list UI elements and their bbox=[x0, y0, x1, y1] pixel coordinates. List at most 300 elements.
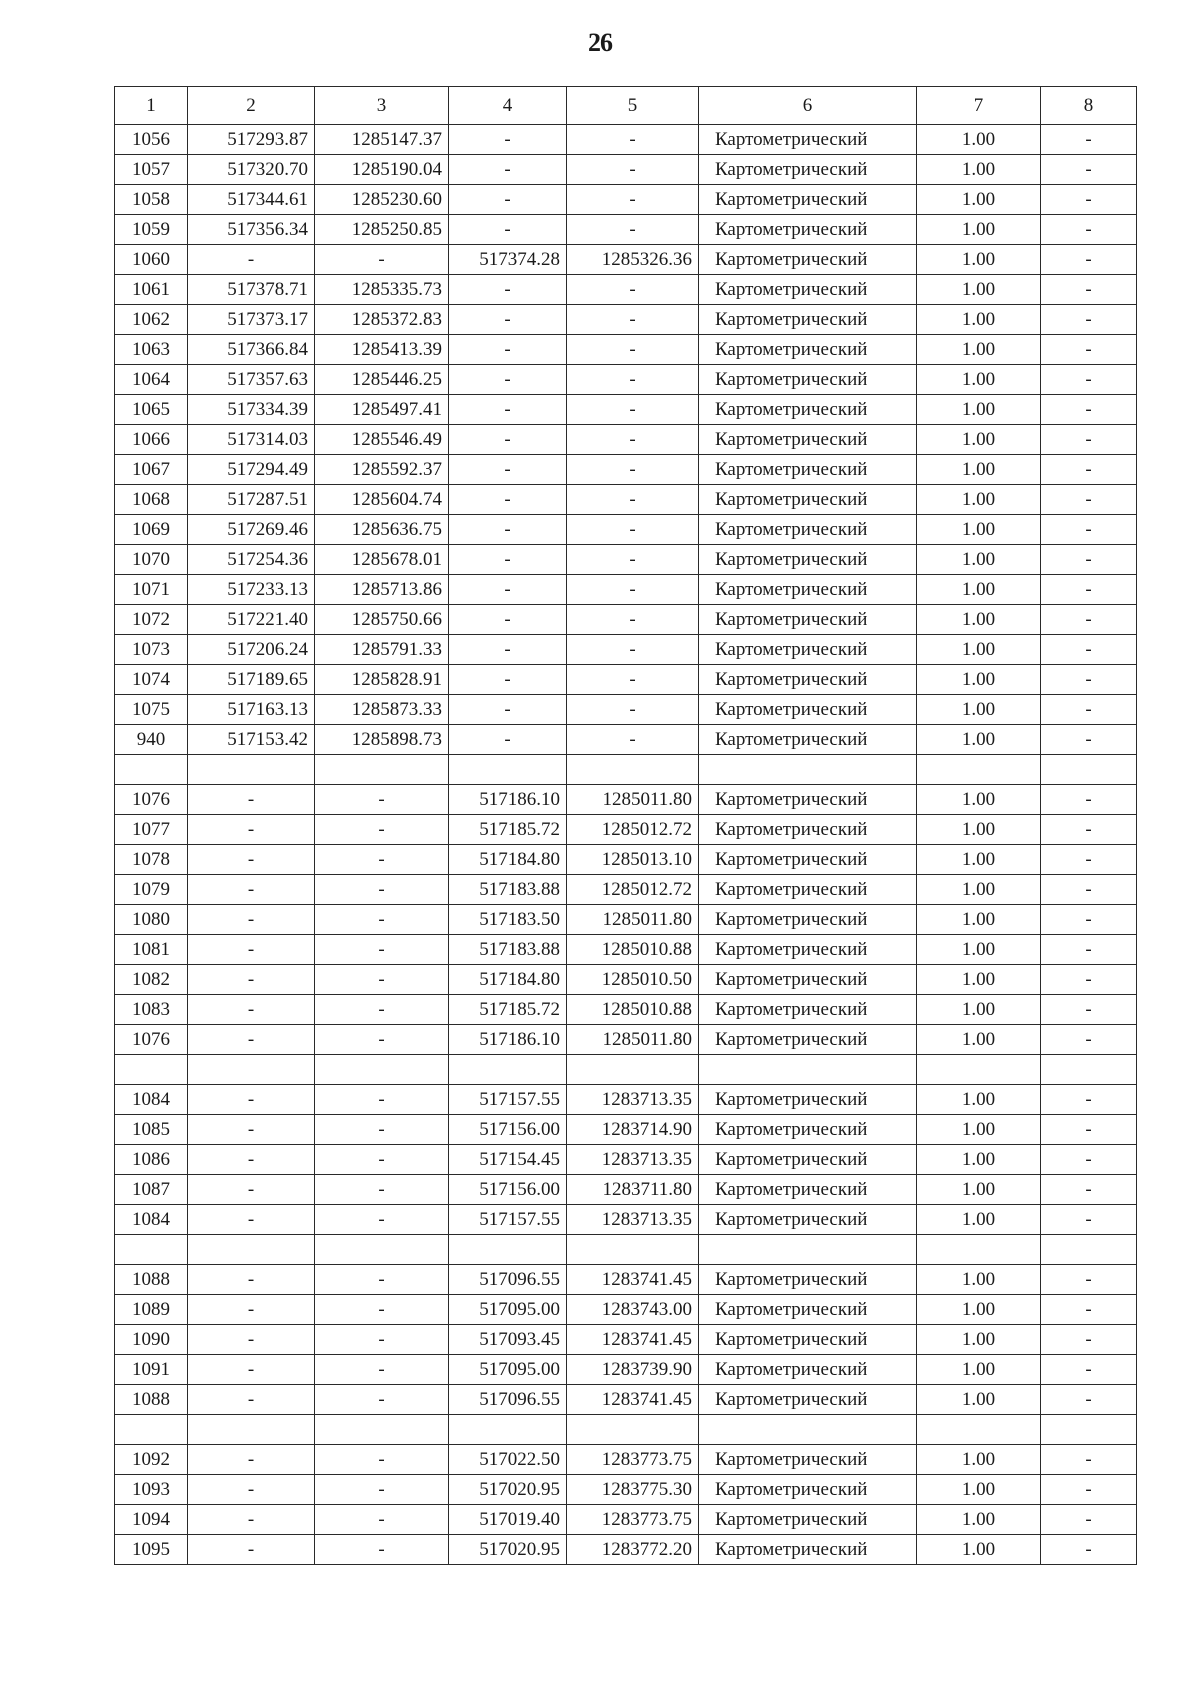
cell-y-coord-old: 1285546.49 bbox=[315, 425, 449, 455]
cell-x-coord-old: 517189.65 bbox=[188, 665, 315, 695]
cell-accuracy: 1.00 bbox=[917, 1385, 1041, 1415]
cell-x-coord-new: - bbox=[449, 305, 567, 335]
cell-x-coord-new: 517185.72 bbox=[449, 815, 567, 845]
cell-y-coord-new: - bbox=[567, 215, 699, 245]
cell-method: Картометрический bbox=[699, 1445, 917, 1475]
table-row bbox=[115, 815, 1137, 845]
cell-point-number: 1060 bbox=[115, 245, 188, 275]
cell-y-coord-old bbox=[315, 1235, 449, 1265]
cell-method: Картометрический bbox=[699, 545, 917, 575]
cell-y-coord-old: 1285604.74 bbox=[315, 485, 449, 515]
cell-description: - bbox=[1041, 1175, 1137, 1205]
cell-y-coord-old bbox=[315, 1055, 449, 1085]
cell-point-number: 1062 bbox=[115, 305, 188, 335]
cell-x-coord-old: - bbox=[188, 1025, 315, 1055]
cell-x-coord-old: - bbox=[188, 845, 315, 875]
cell-description: - bbox=[1041, 905, 1137, 935]
cell-description: - bbox=[1041, 875, 1137, 905]
cell-x-coord-new bbox=[449, 1415, 567, 1445]
table-row bbox=[115, 1295, 1137, 1325]
cell-method: Картометрический bbox=[699, 1025, 917, 1055]
cell-y-coord-old: - bbox=[315, 1145, 449, 1175]
cell-y-coord-old: - bbox=[315, 935, 449, 965]
cell-y-coord-new: 1283743.00 bbox=[567, 1295, 699, 1325]
cell-description: - bbox=[1041, 1085, 1137, 1115]
cell-y-coord-old: 1285250.85 bbox=[315, 215, 449, 245]
cell-point-number: 1059 bbox=[115, 215, 188, 245]
cell-method: Картометрический bbox=[699, 335, 917, 365]
cell-method: Картометрический bbox=[699, 605, 917, 635]
cell-x-coord-new: - bbox=[449, 635, 567, 665]
cell-x-coord-new: - bbox=[449, 275, 567, 305]
cell-accuracy: 1.00 bbox=[917, 515, 1041, 545]
cell-x-coord-old: 517153.42 bbox=[188, 725, 315, 755]
cell-y-coord-old: - bbox=[315, 1475, 449, 1505]
table-row bbox=[115, 1475, 1137, 1505]
cell-description: - bbox=[1041, 1205, 1137, 1235]
cell-accuracy: 1.00 bbox=[917, 125, 1041, 155]
table-row bbox=[115, 1265, 1137, 1295]
table-row bbox=[115, 665, 1137, 695]
cell-method: Картометрический bbox=[699, 1505, 917, 1535]
cell-accuracy: 1.00 bbox=[917, 545, 1041, 575]
cell-description: - bbox=[1041, 545, 1137, 575]
cell-x-coord-old bbox=[188, 755, 315, 785]
cell-description bbox=[1041, 1235, 1137, 1265]
cell-y-coord-old: - bbox=[315, 995, 449, 1025]
cell-method: Картометрический bbox=[699, 1385, 917, 1415]
cell-accuracy: 1.00 bbox=[917, 1445, 1041, 1475]
table-body bbox=[115, 125, 1137, 1565]
cell-y-coord-old: 1285678.01 bbox=[315, 545, 449, 575]
cell-description: - bbox=[1041, 725, 1137, 755]
cell-description: - bbox=[1041, 635, 1137, 665]
cell-x-coord-old: 517254.36 bbox=[188, 545, 315, 575]
cell-y-coord-new: - bbox=[567, 305, 699, 335]
cell-point-number: 1090 bbox=[115, 1325, 188, 1355]
table-row bbox=[115, 995, 1137, 1025]
cell-x-coord-new: 517183.50 bbox=[449, 905, 567, 935]
cell-accuracy: 1.00 bbox=[917, 365, 1041, 395]
cell-description bbox=[1041, 1055, 1137, 1085]
cell-method: Картометрический bbox=[699, 785, 917, 815]
cell-x-coord-old: - bbox=[188, 1175, 315, 1205]
cell-accuracy: 1.00 bbox=[917, 815, 1041, 845]
cell-point-number: 1065 bbox=[115, 395, 188, 425]
cell-x-coord-old bbox=[188, 1235, 315, 1265]
table-row bbox=[115, 245, 1137, 275]
cell-description: - bbox=[1041, 935, 1137, 965]
cell-description: - bbox=[1041, 995, 1137, 1025]
cell-y-coord-new: 1283713.35 bbox=[567, 1145, 699, 1175]
cell-x-coord-new: 517020.95 bbox=[449, 1535, 567, 1565]
cell-x-coord-old: - bbox=[188, 1535, 315, 1565]
cell-y-coord-new: 1283713.35 bbox=[567, 1205, 699, 1235]
cell-point-number: 1070 bbox=[115, 545, 188, 575]
cell-x-coord-old: 517344.61 bbox=[188, 185, 315, 215]
cell-point-number: 1084 bbox=[115, 1085, 188, 1115]
cell-method: Картометрический bbox=[699, 965, 917, 995]
cell-x-coord-old bbox=[188, 1415, 315, 1445]
cell-x-coord-new: 517022.50 bbox=[449, 1445, 567, 1475]
cell-accuracy: 1.00 bbox=[917, 485, 1041, 515]
cell-point-number: 1076 bbox=[115, 1025, 188, 1055]
cell-y-coord-new: 1283739.90 bbox=[567, 1355, 699, 1385]
table-row bbox=[115, 965, 1137, 995]
cell-y-coord-old: - bbox=[315, 1115, 449, 1145]
cell-y-coord-new: - bbox=[567, 515, 699, 545]
cell-y-coord-old: 1285335.73 bbox=[315, 275, 449, 305]
cell-y-coord-new bbox=[567, 1235, 699, 1265]
cell-x-coord-new bbox=[449, 755, 567, 785]
cell-y-coord-old: - bbox=[315, 1295, 449, 1325]
table-row bbox=[115, 635, 1137, 665]
cell-x-coord-old: - bbox=[188, 1295, 315, 1325]
cell-method: Картометрический bbox=[699, 635, 917, 665]
cell-point-number: 1087 bbox=[115, 1175, 188, 1205]
cell-y-coord-new: 1285010.50 bbox=[567, 965, 699, 995]
cell-y-coord-new: 1285010.88 bbox=[567, 995, 699, 1025]
cell-y-coord-new: 1283711.80 bbox=[567, 1175, 699, 1205]
cell-accuracy: 1.00 bbox=[917, 455, 1041, 485]
cell-x-coord-new: - bbox=[449, 575, 567, 605]
cell-y-coord-new: - bbox=[567, 545, 699, 575]
cell-point-number: 1058 bbox=[115, 185, 188, 215]
cell-point-number: 1092 bbox=[115, 1445, 188, 1475]
table-row bbox=[115, 1355, 1137, 1385]
cell-y-coord-old: 1285592.37 bbox=[315, 455, 449, 485]
cell-y-coord-old bbox=[315, 755, 449, 785]
cell-point-number: 1083 bbox=[115, 995, 188, 1025]
cell-method: Картометрический bbox=[699, 665, 917, 695]
cell-y-coord-new bbox=[567, 1415, 699, 1445]
cell-y-coord-new: 1285011.80 bbox=[567, 785, 699, 815]
cell-method: Картометрический bbox=[699, 1115, 917, 1145]
cell-point-number: 1086 bbox=[115, 1145, 188, 1175]
cell-point-number: 1068 bbox=[115, 485, 188, 515]
coordinates-table bbox=[114, 86, 1137, 1565]
cell-y-coord-new: 1285012.72 bbox=[567, 815, 699, 845]
cell-description: - bbox=[1041, 695, 1137, 725]
cell-point-number: 1061 bbox=[115, 275, 188, 305]
cell-y-coord-old: 1285636.75 bbox=[315, 515, 449, 545]
cell-y-coord-old: 1285750.66 bbox=[315, 605, 449, 635]
cell-point-number: 1067 bbox=[115, 455, 188, 485]
cell-accuracy: 1.00 bbox=[917, 725, 1041, 755]
cell-x-coord-new: - bbox=[449, 605, 567, 635]
cell-x-coord-old: - bbox=[188, 1115, 315, 1145]
cell-method: Картометрический bbox=[699, 1325, 917, 1355]
table-separator-row bbox=[115, 755, 1137, 785]
cell-y-coord-new: 1283775.30 bbox=[567, 1475, 699, 1505]
cell-description: - bbox=[1041, 845, 1137, 875]
cell-point-number: 1064 bbox=[115, 365, 188, 395]
cell-method bbox=[699, 755, 917, 785]
cell-accuracy: 1.00 bbox=[917, 425, 1041, 455]
cell-y-coord-new: - bbox=[567, 275, 699, 305]
column-header-2: 2 bbox=[188, 87, 315, 125]
cell-description: - bbox=[1041, 1385, 1137, 1415]
cell-y-coord-old: - bbox=[315, 815, 449, 845]
cell-accuracy: 1.00 bbox=[917, 1355, 1041, 1385]
cell-point-number: 1095 bbox=[115, 1535, 188, 1565]
table-row bbox=[115, 275, 1137, 305]
cell-description: - bbox=[1041, 1025, 1137, 1055]
cell-description: - bbox=[1041, 185, 1137, 215]
cell-point-number: 1088 bbox=[115, 1265, 188, 1295]
cell-description: - bbox=[1041, 515, 1137, 545]
cell-x-coord-new: 517184.80 bbox=[449, 965, 567, 995]
cell-description: - bbox=[1041, 275, 1137, 305]
table-row bbox=[115, 935, 1137, 965]
table-row bbox=[115, 365, 1137, 395]
cell-x-coord-old: - bbox=[188, 1385, 315, 1415]
cell-x-coord-old: 517269.46 bbox=[188, 515, 315, 545]
cell-description: - bbox=[1041, 245, 1137, 275]
cell-accuracy: 1.00 bbox=[917, 185, 1041, 215]
cell-point-number: 1072 bbox=[115, 605, 188, 635]
cell-method bbox=[699, 1235, 917, 1265]
cell-x-coord-old: 517314.03 bbox=[188, 425, 315, 455]
cell-y-coord-new: 1285013.10 bbox=[567, 845, 699, 875]
cell-point-number: 1073 bbox=[115, 635, 188, 665]
cell-point-number: 1069 bbox=[115, 515, 188, 545]
cell-point-number bbox=[115, 1235, 188, 1265]
cell-y-coord-old: 1285446.25 bbox=[315, 365, 449, 395]
cell-accuracy: 1.00 bbox=[917, 935, 1041, 965]
cell-x-coord-new bbox=[449, 1055, 567, 1085]
cell-description: - bbox=[1041, 155, 1137, 185]
table-row bbox=[115, 185, 1137, 215]
cell-x-coord-old: - bbox=[188, 245, 315, 275]
cell-accuracy bbox=[917, 755, 1041, 785]
cell-x-coord-old: - bbox=[188, 1445, 315, 1475]
cell-x-coord-new: 517096.55 bbox=[449, 1385, 567, 1415]
table-row bbox=[115, 605, 1137, 635]
cell-x-coord-old: - bbox=[188, 1145, 315, 1175]
cell-x-coord-new: 517184.80 bbox=[449, 845, 567, 875]
cell-x-coord-new: - bbox=[449, 425, 567, 455]
cell-point-number: 1056 bbox=[115, 125, 188, 155]
cell-x-coord-new: 517095.00 bbox=[449, 1295, 567, 1325]
cell-x-coord-old: 517378.71 bbox=[188, 275, 315, 305]
cell-y-coord-new: 1285010.88 bbox=[567, 935, 699, 965]
cell-point-number: 1082 bbox=[115, 965, 188, 995]
cell-y-coord-old: - bbox=[315, 785, 449, 815]
cell-x-coord-new: - bbox=[449, 455, 567, 485]
column-header-5: 5 bbox=[567, 87, 699, 125]
cell-description: - bbox=[1041, 785, 1137, 815]
cell-method: Картометрический bbox=[699, 455, 917, 485]
cell-y-coord-old: - bbox=[315, 1325, 449, 1355]
cell-x-coord-new: 517157.55 bbox=[449, 1205, 567, 1235]
cell-x-coord-old: - bbox=[188, 1085, 315, 1115]
cell-method: Картометрический bbox=[699, 305, 917, 335]
cell-method: Картометрический bbox=[699, 845, 917, 875]
cell-point-number: 1094 bbox=[115, 1505, 188, 1535]
cell-method: Картометрический bbox=[699, 485, 917, 515]
cell-point-number: 1079 bbox=[115, 875, 188, 905]
table-row bbox=[115, 1445, 1137, 1475]
table-row bbox=[115, 845, 1137, 875]
cell-accuracy: 1.00 bbox=[917, 395, 1041, 425]
cell-method: Картометрический bbox=[699, 185, 917, 215]
cell-method: Картометрический bbox=[699, 1295, 917, 1325]
cell-x-coord-new: - bbox=[449, 185, 567, 215]
cell-y-coord-old: 1285413.39 bbox=[315, 335, 449, 365]
column-header-3: 3 bbox=[315, 87, 449, 125]
cell-y-coord-old: 1285372.83 bbox=[315, 305, 449, 335]
cell-accuracy: 1.00 bbox=[917, 695, 1041, 725]
cell-method: Картометрический bbox=[699, 695, 917, 725]
cell-y-coord-new: - bbox=[567, 455, 699, 485]
cell-x-coord-new: - bbox=[449, 215, 567, 245]
column-header-8: 8 bbox=[1041, 87, 1137, 125]
cell-y-coord-new: 1283741.45 bbox=[567, 1265, 699, 1295]
cell-y-coord-old: - bbox=[315, 875, 449, 905]
cell-point-number: 1080 bbox=[115, 905, 188, 935]
cell-method: Картометрический bbox=[699, 425, 917, 455]
cell-accuracy bbox=[917, 1415, 1041, 1445]
cell-point-number bbox=[115, 1415, 188, 1445]
cell-y-coord-new: 1283741.45 bbox=[567, 1325, 699, 1355]
cell-x-coord-old: 517233.13 bbox=[188, 575, 315, 605]
cell-accuracy bbox=[917, 1235, 1041, 1265]
cell-method: Картометрический bbox=[699, 395, 917, 425]
cell-method: Картометрический bbox=[699, 155, 917, 185]
table-row bbox=[115, 515, 1137, 545]
cell-x-coord-new: - bbox=[449, 485, 567, 515]
cell-x-coord-old: - bbox=[188, 1325, 315, 1355]
cell-x-coord-new: - bbox=[449, 665, 567, 695]
table-row bbox=[115, 905, 1137, 935]
cell-x-coord-new bbox=[449, 1235, 567, 1265]
table-row bbox=[115, 335, 1137, 365]
cell-x-coord-new: - bbox=[449, 695, 567, 725]
cell-y-coord-old: - bbox=[315, 1445, 449, 1475]
cell-y-coord-new: 1283714.90 bbox=[567, 1115, 699, 1145]
cell-description: - bbox=[1041, 1535, 1137, 1565]
cell-y-coord-new: 1285012.72 bbox=[567, 875, 699, 905]
cell-point-number bbox=[115, 1055, 188, 1085]
cell-accuracy: 1.00 bbox=[917, 995, 1041, 1025]
cell-accuracy: 1.00 bbox=[917, 1115, 1041, 1145]
cell-point-number: 940 bbox=[115, 725, 188, 755]
cell-y-coord-old: - bbox=[315, 1175, 449, 1205]
table-row bbox=[115, 725, 1137, 755]
cell-y-coord-new: - bbox=[567, 125, 699, 155]
cell-x-coord-old: - bbox=[188, 1205, 315, 1235]
cell-description: - bbox=[1041, 1115, 1137, 1145]
cell-x-coord-old: - bbox=[188, 1475, 315, 1505]
cell-y-coord-old: - bbox=[315, 965, 449, 995]
cell-y-coord-new: - bbox=[567, 365, 699, 395]
cell-y-coord-old: 1285873.33 bbox=[315, 695, 449, 725]
cell-accuracy: 1.00 bbox=[917, 575, 1041, 605]
cell-method: Картометрический bbox=[699, 1085, 917, 1115]
page-number: 26 bbox=[588, 28, 612, 57]
table-row bbox=[115, 1385, 1137, 1415]
cell-x-coord-new: 517154.45 bbox=[449, 1145, 567, 1175]
cell-accuracy: 1.00 bbox=[917, 1175, 1041, 1205]
table-row bbox=[115, 1535, 1137, 1565]
cell-point-number: 1071 bbox=[115, 575, 188, 605]
cell-accuracy: 1.00 bbox=[917, 1265, 1041, 1295]
cell-x-coord-old: 517366.84 bbox=[188, 335, 315, 365]
cell-x-coord-new: - bbox=[449, 395, 567, 425]
cell-description: - bbox=[1041, 395, 1137, 425]
cell-method: Картометрический bbox=[699, 1145, 917, 1175]
cell-accuracy: 1.00 bbox=[917, 1145, 1041, 1175]
cell-y-coord-new: - bbox=[567, 695, 699, 725]
cell-point-number: 1077 bbox=[115, 815, 188, 845]
cell-point-number: 1075 bbox=[115, 695, 188, 725]
cell-x-coord-new: 517185.72 bbox=[449, 995, 567, 1025]
cell-y-coord-old: 1285230.60 bbox=[315, 185, 449, 215]
cell-description: - bbox=[1041, 1295, 1137, 1325]
cell-y-coord-old: 1285713.86 bbox=[315, 575, 449, 605]
cell-x-coord-new: 517096.55 bbox=[449, 1265, 567, 1295]
cell-description: - bbox=[1041, 425, 1137, 455]
cell-accuracy: 1.00 bbox=[917, 155, 1041, 185]
cell-x-coord-old bbox=[188, 1055, 315, 1085]
cell-y-coord-old: - bbox=[315, 1205, 449, 1235]
cell-y-coord-old: - bbox=[315, 1085, 449, 1115]
cell-method: Картометрический bbox=[699, 275, 917, 305]
cell-accuracy: 1.00 bbox=[917, 905, 1041, 935]
table-row bbox=[115, 875, 1137, 905]
cell-method: Картометрический bbox=[699, 1535, 917, 1565]
cell-y-coord-old: - bbox=[315, 845, 449, 875]
cell-description: - bbox=[1041, 575, 1137, 605]
cell-accuracy: 1.00 bbox=[917, 275, 1041, 305]
cell-point-number: 1081 bbox=[115, 935, 188, 965]
cell-y-coord-new: - bbox=[567, 725, 699, 755]
table-row bbox=[115, 425, 1137, 455]
table-row bbox=[115, 125, 1137, 155]
table-row bbox=[115, 1115, 1137, 1145]
cell-y-coord-old: - bbox=[315, 1505, 449, 1535]
table-separator-row bbox=[115, 1415, 1137, 1445]
cell-y-coord-new: 1285011.80 bbox=[567, 1025, 699, 1055]
cell-description: - bbox=[1041, 665, 1137, 695]
cell-x-coord-new: 517019.40 bbox=[449, 1505, 567, 1535]
table-row bbox=[115, 155, 1137, 185]
cell-y-coord-new: 1283772.20 bbox=[567, 1535, 699, 1565]
cell-method: Картометрический bbox=[699, 125, 917, 155]
table-row bbox=[115, 1325, 1137, 1355]
cell-method: Картометрический bbox=[699, 875, 917, 905]
cell-method: Картометрический bbox=[699, 725, 917, 755]
cell-y-coord-new: - bbox=[567, 395, 699, 425]
cell-x-coord-new: 517095.00 bbox=[449, 1355, 567, 1385]
cell-y-coord-old: - bbox=[315, 905, 449, 935]
table-row bbox=[115, 305, 1137, 335]
cell-y-coord-old: 1285828.91 bbox=[315, 665, 449, 695]
cell-description bbox=[1041, 755, 1137, 785]
cell-description: - bbox=[1041, 335, 1137, 365]
cell-point-number: 1088 bbox=[115, 1385, 188, 1415]
cell-x-coord-new: - bbox=[449, 155, 567, 185]
cell-description: - bbox=[1041, 305, 1137, 335]
cell-x-coord-old: 517320.70 bbox=[188, 155, 315, 185]
cell-accuracy: 1.00 bbox=[917, 1535, 1041, 1565]
cell-x-coord-old: 517221.40 bbox=[188, 605, 315, 635]
cell-x-coord-new: - bbox=[449, 125, 567, 155]
cell-y-coord-old: 1285898.73 bbox=[315, 725, 449, 755]
cell-y-coord-old: 1285497.41 bbox=[315, 395, 449, 425]
cell-point-number bbox=[115, 755, 188, 785]
